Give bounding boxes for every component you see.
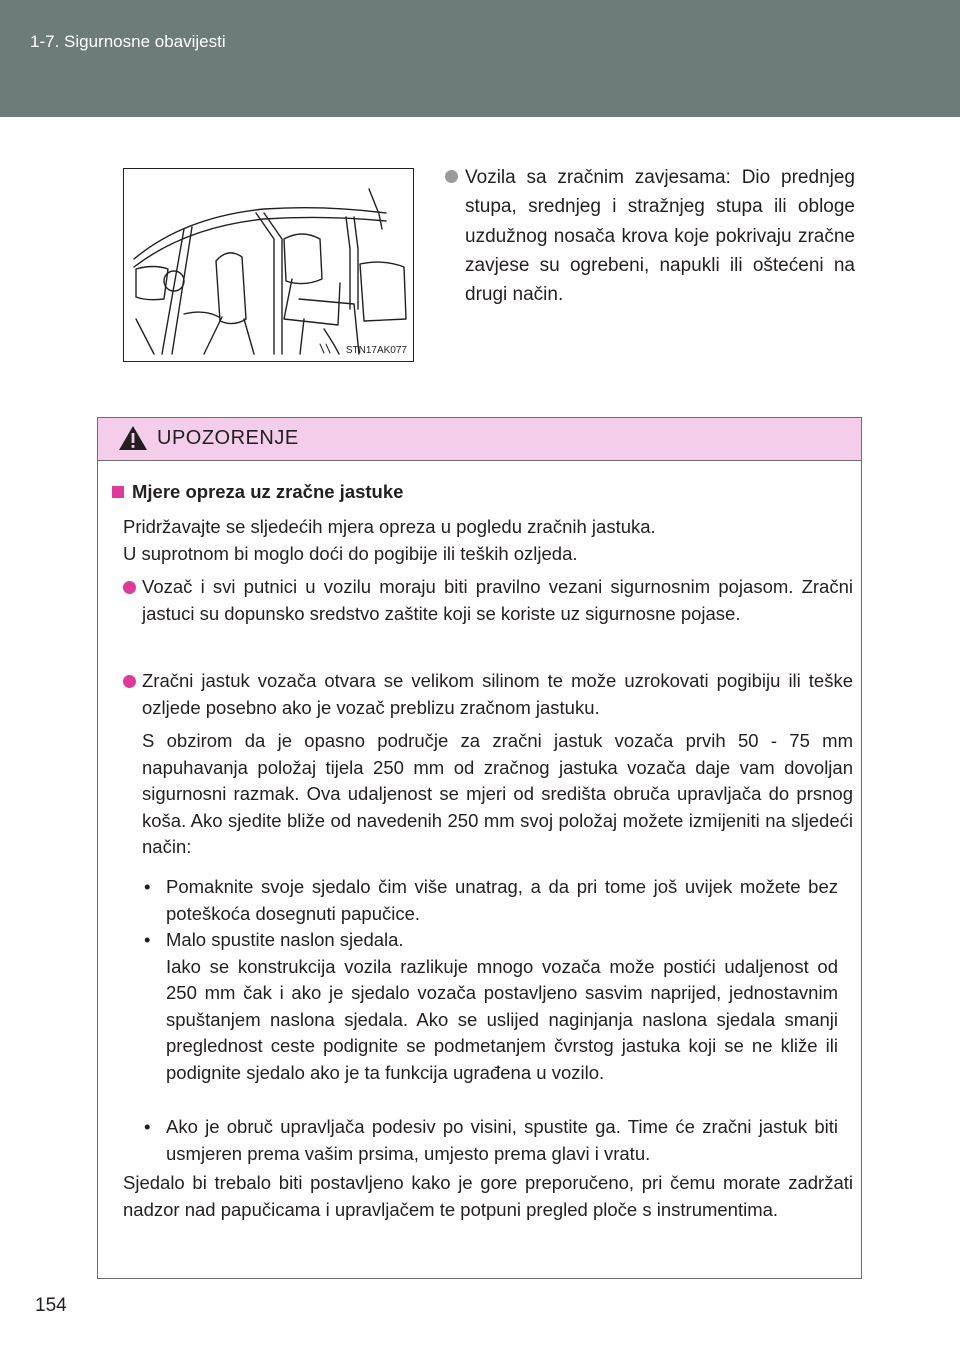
bullet-text: Vozač i svi putnici u vozilu moraju biti pravilno vezani sigurnosnim pojasom. Zračni jastuci su dopunsko sredstvo zaštite koji se koriste uz sigurnosne pojase. xyxy=(142,576,853,624)
figure-code: STN17AK077 xyxy=(345,345,407,356)
sub-text: Pomaknite svoje sjedalo čim više unatrag, a da pri tome još uvijek možete bez poteškoća dosegnuti papučice. xyxy=(166,876,838,924)
intro-line-2: U suprotnom bi moglo doći do pogibije ili teških ozljeda. xyxy=(123,542,578,564)
page-header xyxy=(0,0,960,117)
warning-intro xyxy=(123,514,853,567)
bullet-icon xyxy=(123,675,136,688)
intro-line-1: Pridržavajte se sljedećih mjera opreza u pogledu zračnih jastuka. xyxy=(123,516,656,537)
car-interior-drawing xyxy=(124,169,414,362)
warning-box xyxy=(97,417,862,1279)
sub-title: Malo spustite naslon sjedala. xyxy=(166,929,404,950)
bullet-icon xyxy=(123,581,136,594)
sub-bullet: • xyxy=(144,929,151,950)
section-title: 1-7. Sigurnosne obavijesti xyxy=(30,32,226,51)
bullet-icon xyxy=(445,170,458,183)
distance-paragraph: S obzirom da je opasno područje za zračni jastuk vozača prvih 50 - 75 mm napuhavanja položaj tijela 250 mm od zračnog jastuka vozača daje vam dovoljan sigurnosni razmak. Ova udaljenost se mjeri od središta obruča upravljača do prsnog koša. Ako sjedite bliže od navedenih 250 mm svoj položaj možete izmijeniti na sljedeći način: xyxy=(142,730,853,857)
intro-bullet xyxy=(445,163,855,309)
closing-paragraph: Sjedalo bi trebalo biti postavljeno kako je gore preporučeno, pri čemu morate zadržati nadzor nad papučicama i upravljačem te potpuni pregled ploče s instrumentima. xyxy=(123,1172,853,1220)
page-number: 154 xyxy=(35,1295,67,1316)
sub-bullet: • xyxy=(144,876,151,897)
sub-text: Iako se konstrukcija vozila razlikuje mnogo vozača može postići udaljenost od 250 mm čak i ako je sjedalo vozača postavljeno sasvim naprijed, jednostavnim spuštanjem naslona sjedala. Ako se uslijed naginjanja naslona sjedala smanji preglednost ceste podignite se podmetanjem čvrstog jastuka koji se ne kliže ili podignite sjedalo ako je ta funkcija ugrađena u vozilo. xyxy=(166,955,838,1083)
intro-text: Vozila sa zračnim zavjesama: Dio prednjeg stupa, srednjeg i stražnjeg stupa ili obloge uzdužnog nosača krova koje pokrivaju zračne zavjese su ogrebeni, napukli ili oštećeni na drugi način. xyxy=(465,167,855,306)
sub-bullet: • xyxy=(144,1116,151,1137)
section-heading xyxy=(112,481,403,503)
section-heading-text: Mjere opreza uz zračne jastuke xyxy=(132,481,404,502)
vehicle-interior-illustration xyxy=(123,168,414,362)
sub-text: Ako je obruč upravljača podesiv po visini, spustite ga. Time će zračni jastuk biti usmjeren prema vašim prsima, umjesto prema glavi i vratu. xyxy=(166,1116,838,1164)
square-bullet-icon xyxy=(112,486,124,498)
warning-title: UPOZORENJE xyxy=(157,427,299,449)
warning-triangle-icon xyxy=(118,425,148,451)
sub-block xyxy=(166,927,838,1086)
bullet-text: Zračni jastuk vozača otvara se velikom silinom te može uzrokovati pogibiju ili teške ozljede posebno ako je vozač preblizu zračnom jastuku. xyxy=(142,670,853,718)
warning-header xyxy=(98,418,861,461)
